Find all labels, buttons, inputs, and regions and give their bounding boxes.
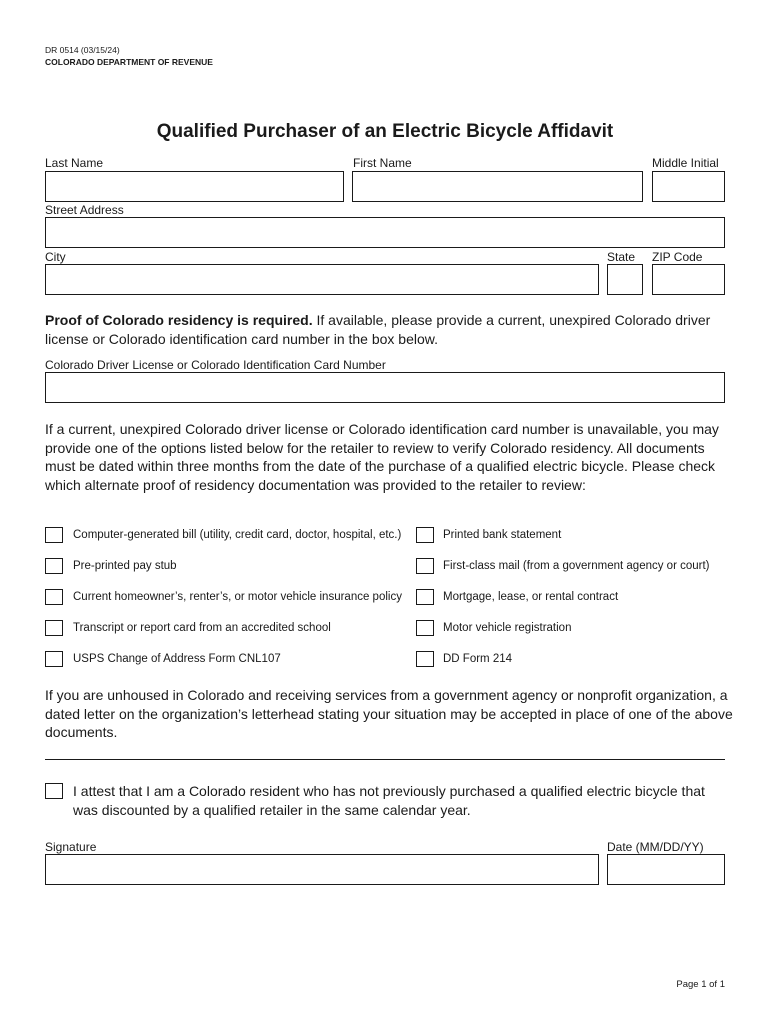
checkbox-dd-form-214[interactable] xyxy=(416,651,434,667)
license-number-field[interactable] xyxy=(45,372,725,403)
proof-required-text: Proof of Colorado residency is required. xyxy=(45,312,313,328)
option-first-class-mail: First-class mail (from a government agency or court) xyxy=(443,560,710,572)
license-label: Colorado Driver License or Colorado Identification Card Number xyxy=(45,358,386,372)
first-name-label: First Name xyxy=(353,156,412,170)
zip-label: ZIP Code xyxy=(652,250,703,264)
checkbox-computer-bill[interactable] xyxy=(45,527,63,543)
option-computer-bill: Computer-generated bill (utility, credit card, doctor, hospital, etc.) xyxy=(73,529,402,541)
section-divider xyxy=(45,759,725,760)
option-dd-form-214: DD Form 214 xyxy=(443,653,513,665)
checkbox-usps-form[interactable] xyxy=(45,651,63,667)
last-name-label: Last Name xyxy=(45,156,104,170)
proof-paragraph xyxy=(45,311,735,348)
checkbox-first-class-mail[interactable] xyxy=(416,558,434,574)
first-name-field[interactable] xyxy=(352,171,643,202)
unhoused-paragraph: If you are unhoused in Colorado and receiving services from a government agency or nonprofit organization, a dated letter on the organization’s letterhead stating your situation may be accepted in place of one of the above documents. xyxy=(45,687,733,740)
checkbox-pay-stub[interactable] xyxy=(45,558,63,574)
city-label: City xyxy=(45,250,66,264)
middle-initial-field[interactable] xyxy=(652,171,725,202)
option-bank-statement: Printed bank statement xyxy=(443,529,562,541)
checkbox-bank-statement[interactable] xyxy=(416,527,434,543)
checkbox-insurance-policy[interactable] xyxy=(45,589,63,605)
option-usps-form: USPS Change of Address Form CNL107 xyxy=(73,653,281,665)
state-field[interactable] xyxy=(607,264,643,295)
option-vehicle-registration: Motor vehicle registration xyxy=(443,622,572,634)
checkbox-mortgage-lease[interactable] xyxy=(416,589,434,605)
zip-field[interactable] xyxy=(652,264,725,295)
proof-instruction-text: If available, please provide a current, unexpired Colorado driver license or Colorado identification card number in the box below. xyxy=(45,312,711,347)
middle-initial-label: Middle Initial xyxy=(652,156,719,170)
city-field[interactable] xyxy=(45,264,599,295)
attest-checkbox[interactable] xyxy=(45,783,63,799)
signature-field[interactable] xyxy=(45,854,599,885)
form-title: Qualified Purchaser of an Electric Bicycle Affidavit xyxy=(156,121,614,142)
state-label: State xyxy=(607,250,636,264)
alternate-proof-paragraph: If a current, unexpired Colorado driver license or Colorado identification card number is unavailable, you may provide one of the options listed below for the retailer to review to verify Colorado residency. All documents must be dated within three months from the date of the purchase of a qualified electric bicycle. Please check which alternate proof of residency documentation was provided to the retailer to review: xyxy=(45,421,719,493)
street-address-field[interactable] xyxy=(45,217,725,248)
checkbox-transcript[interactable] xyxy=(45,620,63,636)
department-name: COLORADO DEPARTMENT OF REVENUE xyxy=(45,57,213,67)
signature-label: Signature xyxy=(45,840,97,854)
date-label: Date (MM/DD/YY) xyxy=(607,840,704,854)
form-id: DR 0514 (03/15/24) xyxy=(45,45,120,55)
last-name-field[interactable] xyxy=(45,171,344,202)
page-number: Page 1 of 1 xyxy=(676,979,725,990)
option-mortgage-lease: Mortgage, lease, or rental contract xyxy=(443,591,619,603)
attest-statement: I attest that I am a Colorado resident who has not previously purchased a qualified electric bicycle that was discounted by a qualified retailer in the same calendar year. xyxy=(73,783,705,818)
option-pay-stub: Pre-printed pay stub xyxy=(73,560,177,572)
street-address-label: Street Address xyxy=(45,203,124,217)
option-insurance-policy: Current homeowner’s, renter’s, or motor vehicle insurance policy xyxy=(73,591,402,603)
option-transcript: Transcript or report card from an accredited school xyxy=(73,622,331,634)
checkbox-vehicle-registration[interactable] xyxy=(416,620,434,636)
date-field[interactable] xyxy=(607,854,725,885)
